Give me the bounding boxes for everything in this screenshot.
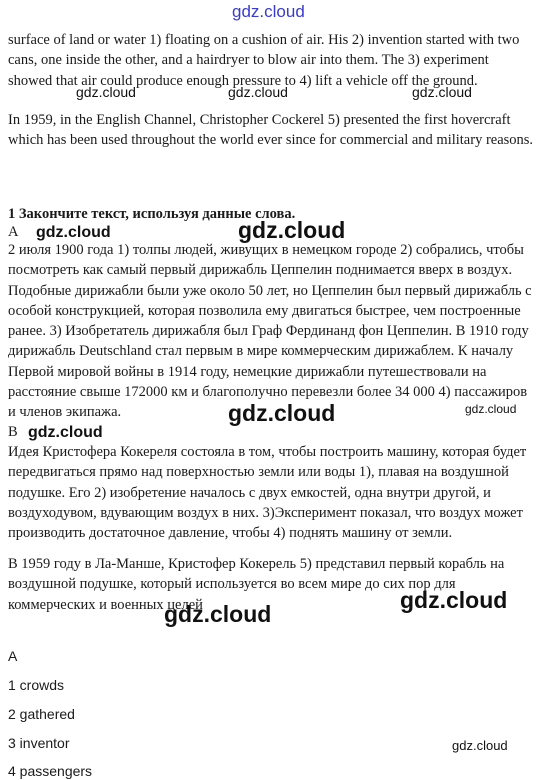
watermark: gdz.cloud [28,424,103,441]
task-heading: 1 Закончите текст, используя данные слова. [8,206,296,222]
watermark: gdz.cloud [164,601,272,627]
watermark: gdz.cloud [400,587,508,613]
section-label-a: A [8,224,19,240]
russian-paragraph-a: 2 июля 1900 года 1) толпы людей, живущих в немецком городе 2) собрались, чтобы посмотреть как самый первый дирижабль Цеппелин поднимается вверх в воздух. Подобные дирижабли были уже около 50 лет, но Цеппелин был первый дирижабль с особой конструкцией, которая позволила ему двигаться быстрее, чем построенные ранее. 3) Изобретатель дирижабля был Граф Фердинанд фон Цеппелин. В 1910 году дирижабль Deutschland стал первым в мире коммерческим дирижаблем. К началу Первой мировой войны в 1914 году, немецкие дирижабли путешествовали на расстояние свыше 172000 км и благополучно перевезли более 34 000 4) пассажиров и членов экипажа. [8,242,532,421]
russian-paragraph-b: Идея Кристофера Кокереля состояла в том, чтобы построить машину, которая будет передвигаться прямо над поверхностью земли или воды 1), плавая на воздушной подушке. Его 2) изобретение началось с двух емкостей, одна внутри другой, и воздуходувом, вдувающим воздух в них. 3)Эксперимент показал, что воздух может производить достаточное давление, чтобы 4) поднять машину от земли. [8,444,527,542]
english-paragraph-1: surface of land or water 1) floating on a cushion of air. His 2) invention started with two cans, one inside the other, and a hairdryer to blow air into them. The 3) experiment showed that air could produce enough pressure to 4) lift a vehicle off the ground. [8,32,520,89]
watermark: gdz.cloud [452,738,508,753]
answer-item: 2 gathered [8,706,75,722]
watermark-top: gdz.cloud [232,2,305,21]
watermark: gdz.cloud [465,402,517,416]
section-label-b: B [8,424,18,440]
watermark: gdz.cloud [228,400,336,426]
watermark: gdz.cloud [228,84,288,100]
answer-item: 3 inventor [8,735,70,751]
watermark: gdz.cloud [238,217,346,243]
russian-paragraph-b2: В 1959 году в Ла-Манше, Кристофер Кокерель 5) представил первый корабль на воздушной подушке, который используется во всем мире до сих пор для коммерческих и военных целей [8,556,505,613]
watermark: gdz.cloud [36,224,111,241]
watermark: gdz.cloud [76,84,136,100]
watermark: gdz.cloud [412,84,472,100]
answer-item: 1 crowds [8,677,65,693]
answer-item: 4 passengers [8,763,93,779]
answers-label: A [8,648,18,664]
english-paragraph-2: In 1959, in the English Channel, Christopher Cockerel 5) presented the first hovercraft which has been used throughout the world ever since for commercial and military reasons. [8,112,534,149]
